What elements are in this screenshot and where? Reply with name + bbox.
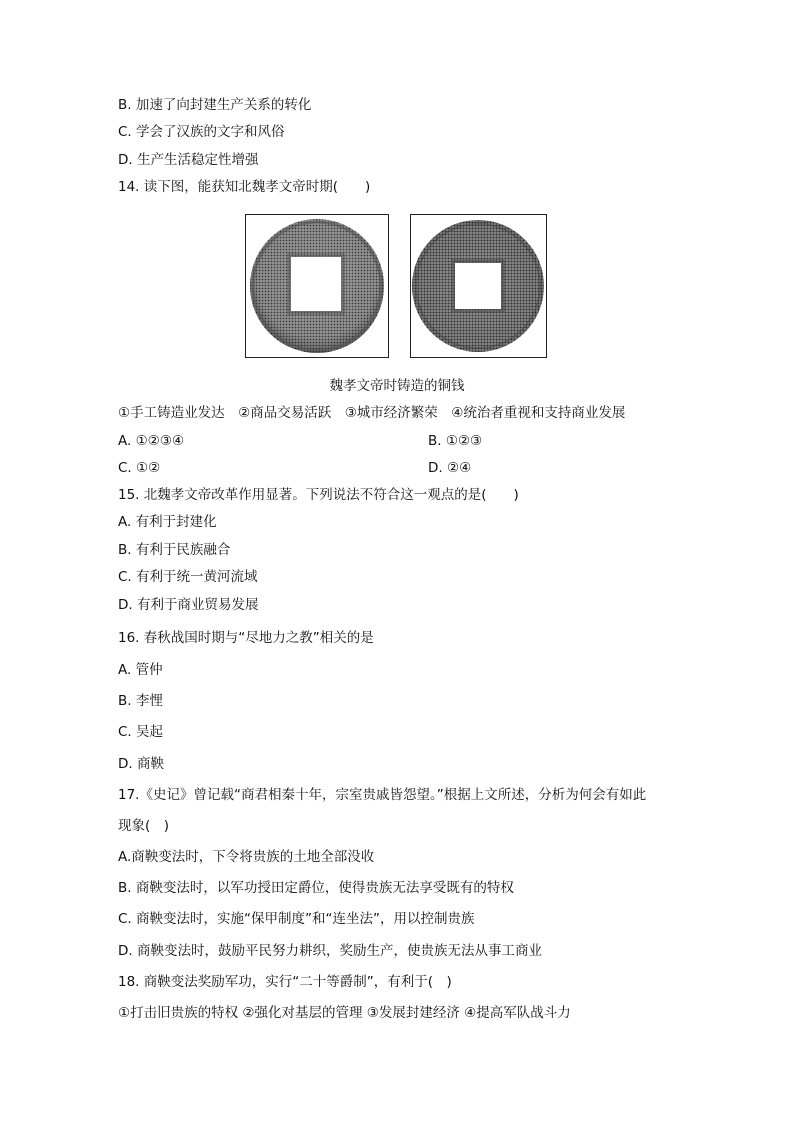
q16-option-d: D. 商鞅 <box>118 756 164 772</box>
q14-option-b: B. ①②③ <box>428 433 483 449</box>
q15-stem: 15. 北魏孝文帝改革作用显著。下列说法不符合这一观点的是( ) <box>118 487 519 503</box>
q16-option-a: A. 管仲 <box>118 662 163 678</box>
coin-left-graphic <box>246 215 388 357</box>
q17-option-c: C. 商鞅变法时，实施“保甲制度”和“连坐法”，用以控制贵族 <box>118 911 475 927</box>
q18-stem: 18. 商鞅变法奖励军功，实行“二十等爵制”，有利于( ) <box>118 974 452 990</box>
q17-stem-line2: 现象( ) <box>118 818 170 834</box>
q16-option-c: C. 吴起 <box>118 724 164 740</box>
q13-option-b: B. 加速了向封建生产关系的转化 <box>118 97 312 113</box>
q14-option-d: D. ②④ <box>428 460 472 476</box>
coin-image-left <box>245 214 389 358</box>
q17-stem-line1: 17.《史记》曾记载“商君相秦十年，宗室贵戚皆怨望。”根据上文所述，分析为何会有如此 <box>118 787 647 803</box>
q14-statements: ①手工铸造业发达 ②商品交易活跃 ③城市经济繁荣 ④统治者重视和支持商业发展 <box>118 405 626 421</box>
q15-option-c: C. 有利于统一黄河流域 <box>118 569 258 585</box>
q17-option-d: D. 商鞅变法时，鼓励平民努力耕织，奖励生产，使贵族无法从事工商业 <box>118 943 542 959</box>
q17-option-a: A.商鞅变法时，下令将贵族的土地全部没收 <box>118 849 375 865</box>
q14-stem: 14. 读下图，能获知北魏孝文帝时期( ) <box>118 179 371 195</box>
coin-right-graphic <box>411 215 546 357</box>
coin-image-right <box>410 214 547 358</box>
q17-option-b: B. 商鞅变法时，以军功授田定爵位，使得贵族无法享受既有的特权 <box>118 880 514 896</box>
figure-caption: 魏孝文帝时铸造的铜钱 <box>329 378 465 394</box>
q16-stem: 16. 春秋战国时期与“尽地力之教”相关的是 <box>118 630 374 646</box>
q15-option-d: D. 有利于商业贸易发展 <box>118 597 259 613</box>
q15-option-a: A. 有利于封建化 <box>118 514 217 530</box>
q15-option-b: B. 有利于民族融合 <box>118 542 231 558</box>
q14-option-a: A. ①②③④ <box>118 433 184 449</box>
q16-option-b: B. 李悝 <box>118 693 163 709</box>
q13-option-d: D. 生产生活稳定性增强 <box>118 152 259 168</box>
q13-option-c: C. 学会了汉族的文字和风俗 <box>118 124 285 140</box>
q14-option-c: C. ①② <box>118 460 161 476</box>
q18-statements: ①打击旧贵族的特权 ②强化对基层的管理 ③发展封建经济 ④提高军队战斗力 <box>118 1005 571 1021</box>
